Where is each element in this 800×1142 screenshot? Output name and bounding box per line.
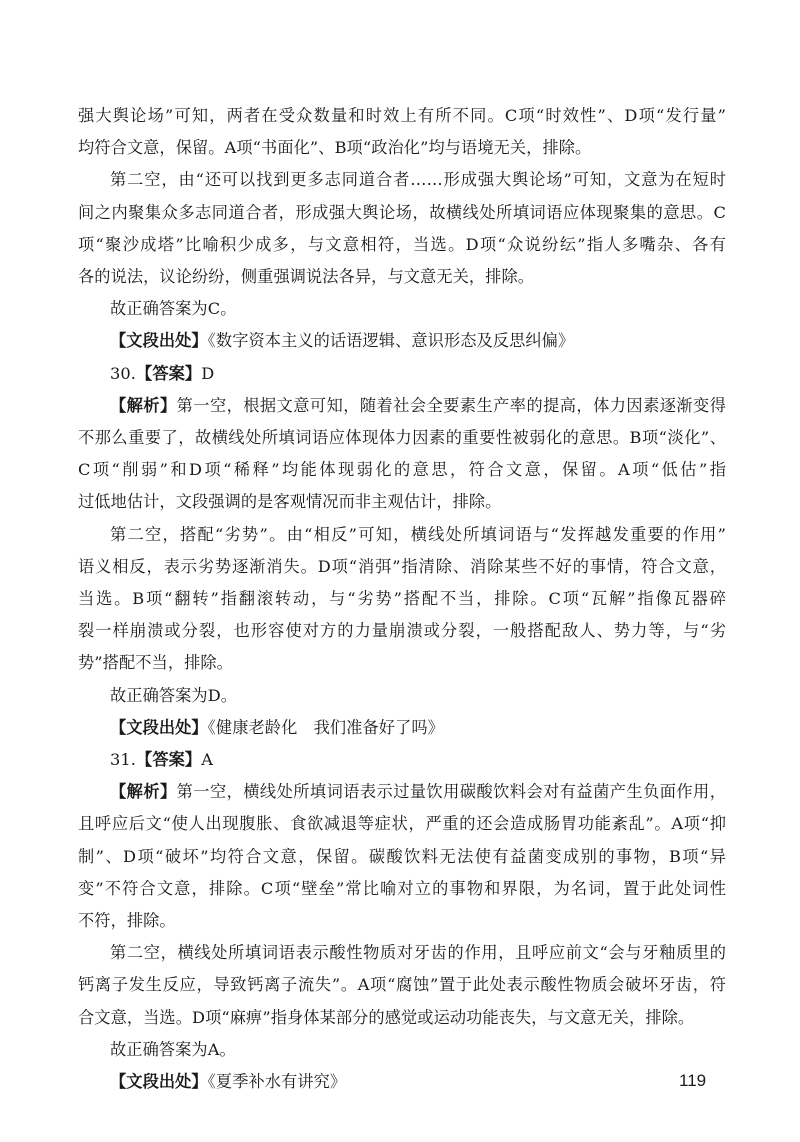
text-line: 均符合文意，保留。A项“书面化”、B项“政治化”均与语境无关，排除。 (78, 138, 592, 158)
text-line: 裂一样崩溃或分裂，也形容使对方的力量崩溃或分裂，一般搭配敌人、势力等，与“劣 (78, 621, 726, 641)
text-line: 势”搭配不当，排除。 (78, 653, 233, 673)
text-line: 第二空，搭配“劣势”。由“相反”可知，横线处所填词语与“发挥越发重要的作用” (110, 524, 726, 544)
text-line: 且呼应后文“使人出现腹胀、食欲减退等症状，严重的还会造成肠胃功能紊乱”。A项“抑 (78, 814, 726, 834)
text-line: 项“聚沙成塔”比喻积少成多，与文意相符，当选。D项“众说纷纭”指人多嘴杂、各有 (78, 234, 726, 254)
text-line: 第二空，由“还可以找到更多志同道合者……形成强大舆论场”可知，文意为在短时 (110, 170, 726, 190)
text-line: 第二空，横线处所填词语表示酸性物质对牙齿的作用，且呼应前文“会与牙釉质里的 (110, 943, 726, 963)
text-line: 语义相反，表示劣势逐渐消失。D项“消弭”指清除、消除某些不好的事情，符合文意， (78, 556, 726, 576)
text-line: 制”、D项“破坏”均符合文意，保留。碳酸饮料无法使有益菌变成别的事物，B项“异 (78, 846, 726, 866)
document-body (78, 100, 726, 1098)
answer-line: 故正确答案为D。 (110, 685, 238, 705)
question-answer-heading: 31.【答案】A (110, 750, 213, 770)
text-line: C项“削弱”和D项“稀释”均能体现弱化的意思，符合文意，保留。A项“低估”指 (78, 460, 726, 480)
text-line: 钙离子发生反应，导致钙离子流失”。A项“腐蚀”置于此处表示酸性物质会破坏牙齿，符 (78, 975, 726, 995)
text-line: 过低地估计，文段强调的是客观情况而非主观估计，排除。 (78, 492, 502, 512)
source-line: 【文段出处】《数字资本主义的话语逻辑、意识形态及反思纠偏》 (110, 331, 575, 351)
source-line: 【文段出处】《夏季补水有讲究》 (110, 1072, 347, 1092)
page-number: 119 (679, 1071, 707, 1090)
text-line: 强大舆论场”可知，两者在受众数量和时效上有所不同。C项“时效性”、D项“发行量” (78, 106, 726, 125)
question-answer-heading: 30.【答案】D (110, 363, 215, 383)
text-line: 【解析】第一空，横线处所填词语表示过量饮用碳酸饮料会对有益菌产生负面作用， (110, 782, 726, 802)
text-line: 变”不符合文意，排除。C项“壁垒”常比喻对立的事物和界限，为名词，置于此处词性 (78, 878, 726, 898)
text-line: 不那么重要了，故横线处所填词语应体现体力因素的重要性被弱化的意思。B项“淡化”、 (78, 428, 726, 448)
text-line: 【解析】第一空，根据文意可知，随着社会全要素生产率的提高，体力因素逐渐变得 (110, 395, 726, 415)
text-line: 间之内聚集众多志同道合者，形成强大舆论场，故横线处所填词语应体现聚集的意思。C (78, 202, 726, 222)
text-line: 各的说法，议论纷纷，侧重强调说法各异，与文意无关，排除。 (78, 267, 535, 287)
source-line: 【文段出处】《健康老龄化 我们准备好了吗》 (110, 717, 444, 737)
answer-line: 故正确答案为A。 (110, 1039, 236, 1059)
answer-line: 故正确答案为C。 (110, 299, 237, 319)
text-line: 合文意，当选。D项“麻痹”指身体某部分的感觉或运动功能丧失，与文意无关，排除。 (78, 1007, 695, 1027)
text-line: 当选。B项“翻转”指翻滚转动，与“劣势”搭配不当，排除。C项“瓦解”指像瓦器碎 (78, 589, 726, 609)
text-line: 不符，排除。 (78, 911, 176, 931)
